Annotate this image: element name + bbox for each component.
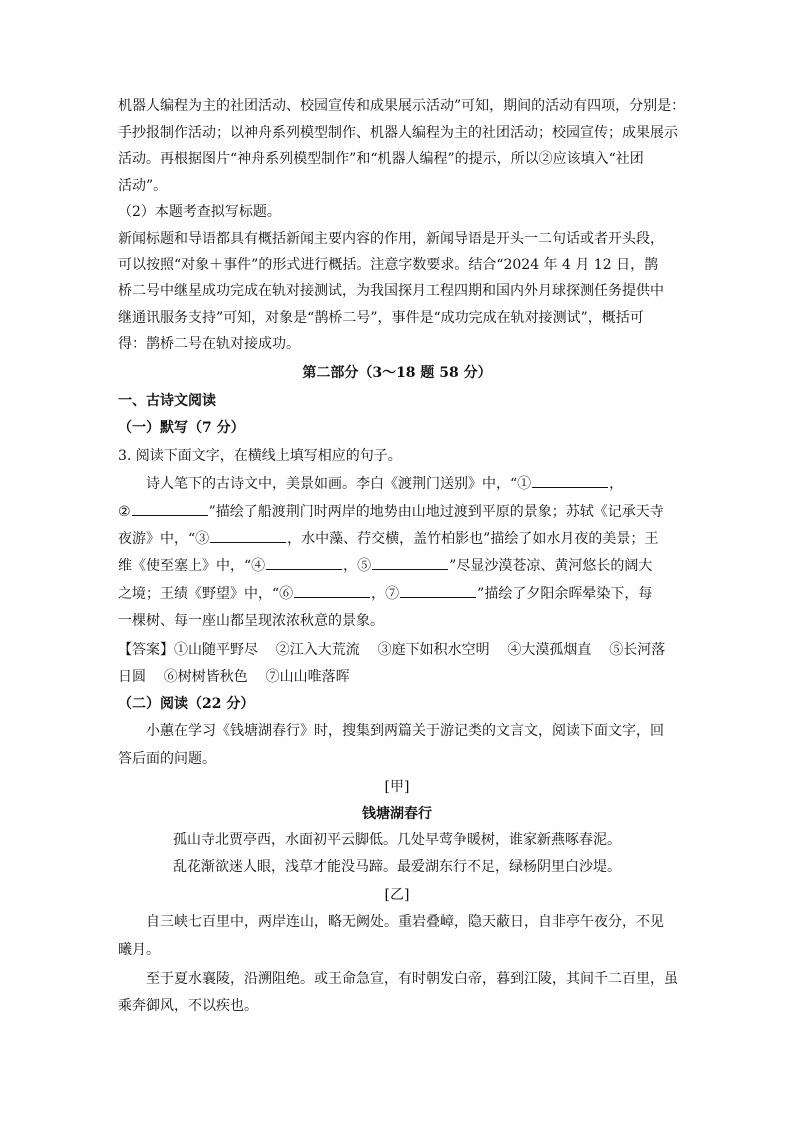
text-segment: ”尽显沙漠苍凉、黄河悠长的阔大 [449,558,653,574]
part-title: 第二部分（3～18 题 58 分） [302,365,492,381]
text-line: 新闻标题和导语都具有概括新闻主要内容的作用，新闻导语是开头一二句话或者开头段， [118,231,664,247]
passage-label: [甲] [384,779,410,795]
poem-title: 钱塘湖春行 [362,806,432,822]
answer-blank [400,585,476,598]
answer-blank [266,557,342,570]
text-segment: ，水中藻、荇交横，盖竹柏影也”描绘了如水月夜的美景；王 [287,531,659,547]
text-line: 至于夏水襄陵，沿溯阻绝。或王命急宣，有时朝发白帝，暮到江陵，其间千二百里，虽 [146,971,678,987]
text-segment: ，⑤ [343,558,372,574]
text-segment: 维《使至塞上》中，“④ [118,558,266,574]
text-line: 机器人编程为主的社团活动、校园宣传和成果展示活动”可知，期间的活动有四项，分别是： [118,98,686,114]
text-line: 手抄报制作活动；以神舟系列模型制作、机器人编程为主的社团活动；校园宣传；成果展示 [118,125,678,141]
fill-in-line [118,502,664,522]
passage-label: [乙] [384,887,410,903]
text-line: 一棵树、每一座山都呈现浓浓秋意的景象。 [118,613,384,629]
fill-in-line [146,474,623,494]
answer-blank [532,475,608,488]
poem-line: 孤山寺北贾亭西，水面初平云脚低。几处早莺争暖树，谁家新燕啄春泥。 [173,832,621,848]
answer-blank [132,503,208,516]
text-line: 可以按照“对象＋事件”的形式进行概括。注意字数要求。结合“2024 年 4 月 12 日，鹊 [118,257,659,273]
subsection-heading: （一）默写（7 分） [118,420,245,436]
text-line: 桥二号中继星成功完成在轨对接测试，为我国探月工程四期和国内外月球探测任务提供中 [118,283,664,299]
text-line: 答后面的问题。 [118,751,216,767]
text-segment: 之境；王绩《野望》中，“⑥ [118,586,294,602]
text-segment: ”描绘了夕阳余晖晕染下，每 [477,586,653,602]
fill-in-line [118,584,652,604]
text-line: 活动。再根据图片“神舟系列模型制作”和“机器人编程”的提示，所以②应该填入“社团 [118,151,644,167]
answer-blank [210,530,286,543]
answer-line: 日圆 ⑥树树皆秋色 ⑦山山唯落晖 [118,669,350,685]
text-line: 得：鹊桥二号在轨对接成功。 [118,336,300,352]
text-line: 曦月。 [118,942,160,958]
subsection-heading: （二）阅读（22 分） [118,696,255,712]
text-segment: 夜游》中，“③ [118,531,210,547]
poem-line: 乱花渐欲迷人眼，浅草才能没马蹄。最爱湖东行不足，绿杨阴里白沙堤。 [173,859,621,875]
text-line: 小蕙在学习《钱塘湖春行》时，搜集到两篇关于游记类的文言文，阅读下面文字，回 [146,723,664,739]
answer-line: 【答案】①山随平野尽 ②江入大荒流 ③庭下如积水空明 ④大漠孤烟直 ⑤长河落 [118,642,666,658]
text-line: 乘奔御风，不以疾也。 [118,998,258,1014]
text-segment: ”描绘了船渡荆门时两岸的地势由山地过渡到平原的景象；苏轼《记承天寺 [208,504,664,520]
text-line: 活动”。 [118,178,168,194]
question-prompt: 3. 阅读下面文字，在横线上填写相应的句子。 [118,448,402,464]
text-line: 自三峡七百里中，两岸连山，略无阙处。重岩叠嶂，隐天蔽日，自非亭午夜分，不见 [146,914,664,930]
text-segment: 诗人笔下的古诗文中，美景如画。李白《渡荆门送别》中，“① [146,476,532,492]
fill-in-line [118,556,652,576]
fill-in-line [118,529,658,549]
text-line: 继通讯服务支持”可知，对象是“鹊桥二号”，事件是“成功完成在轨对接测试”，概括可 [118,310,644,326]
answer-blank [294,585,370,598]
text-segment: ，⑦ [371,586,400,602]
text-segment: ② [118,504,131,520]
section-heading: 一、古诗文阅读 [118,393,216,409]
answer-blank [372,557,448,570]
text-segment: ， [609,476,624,492]
question-subheading: （2）本题考查拟写标题。 [118,204,281,220]
